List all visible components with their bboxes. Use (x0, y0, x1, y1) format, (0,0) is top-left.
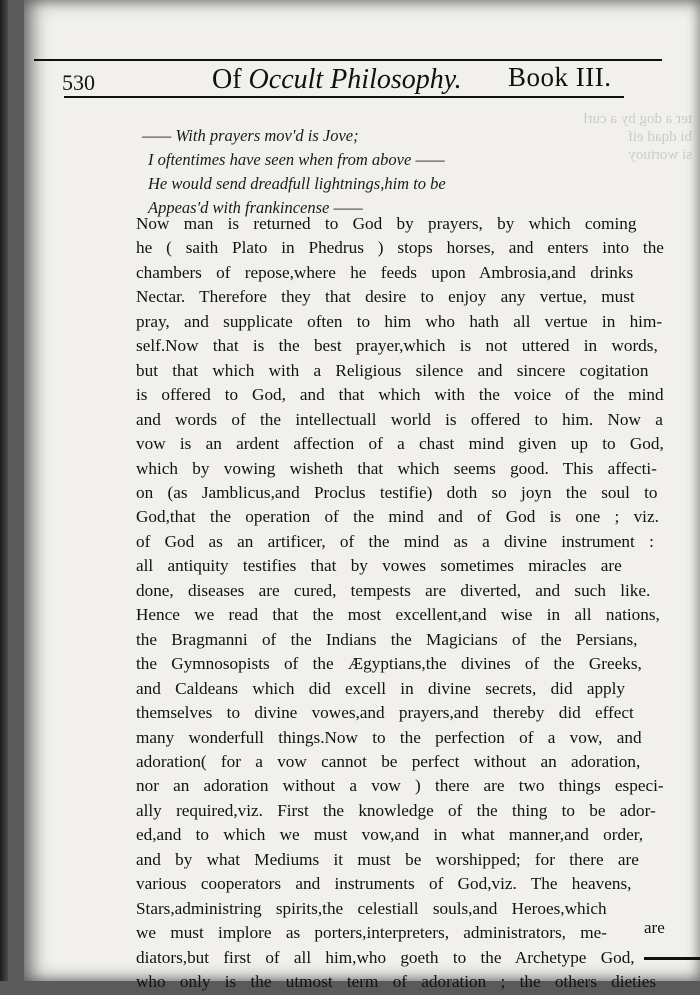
page-number: 530 (62, 70, 95, 95)
body-line: ed,and to which we must vow,and in what manner,and order, (136, 825, 644, 845)
running-title-main: Occult Philosophy. (248, 64, 462, 95)
body-line: various cooperators and instruments of God,viz. The heavens, (136, 874, 632, 894)
header-bottom-rule (64, 96, 624, 98)
bleed-line: ter a dog by a curl (583, 111, 692, 127)
body-line: we must implore as porters,interpreters, administrators, me- (136, 923, 607, 943)
body-line: Hence we read that the most excellent,and wise in all nations, (136, 605, 660, 625)
header-top-rule (34, 59, 662, 61)
body-line: and words of the intellectuall world is offered to him. Now a (136, 409, 663, 429)
page-gutter-shadow (0, 0, 8, 981)
body-line: self.Now that is the best prayer,which is not uttered in words, (136, 336, 658, 356)
bleed-line: bi dqad eif (627, 129, 692, 145)
bleed-through-text (572, 110, 692, 200)
body-line: Stars,administring spirits,the celestiall souls,and Heroes,which (136, 898, 607, 918)
body-line: the Bragmanni of the Indians the Magicians of the Persians, (136, 629, 638, 649)
body-line: on (as Jamblicus,and Proclus testifie) doth so joyn the soul to (136, 482, 658, 502)
verse-line: I oftentimes have seen when from above —— (148, 150, 445, 169)
body-line: pray, and supplicate often to him who hath all vertue in him- (136, 311, 663, 331)
catchword: are (644, 918, 665, 937)
verse-line: Appeas'd with frankincense —— (148, 198, 363, 217)
body-line: nor an adoration without a vow ) there are two things especi- (136, 776, 664, 796)
body-line: adoration( for a vow cannot be perfect without an adoration, (136, 751, 641, 771)
running-title-of: Of (212, 64, 242, 95)
body-line: God,that the operation of the mind and of God is one ; viz. (136, 507, 659, 527)
body-line: of God as an artificer, of the mind as a divine instrument : (136, 531, 654, 551)
body-line: Nectar. Therefore they that desire to enjoy any vertue, must (136, 287, 635, 307)
body-line: ally required,viz. First the knowledge of the thing to be ador- (136, 800, 656, 820)
body-line: vow is an ardent affection of a chast mind given up to God, (136, 434, 664, 454)
body-line: and by what Mediums it must be worshipped; for there are (136, 849, 639, 869)
bleed-line: si wortuoy (628, 147, 692, 163)
book-page (24, 0, 700, 992)
footer-rule (644, 957, 700, 960)
book-label: Book III. (508, 62, 612, 92)
body-line: many wonderfull things.Now to the perfection of a vow, and (136, 727, 642, 747)
body-line: but that which with a Religious silence and sincere cogitation (136, 360, 649, 380)
body-line: diators,but first of all him,who goeth to the Archetype God, (136, 947, 635, 967)
running-title (212, 64, 462, 96)
body-line: who only is the utmost term of adoration ; the others dieties (136, 972, 657, 992)
body-line: he ( saith Plato in Phedrus ) stops horses, and enters into the (136, 238, 664, 258)
body-text (136, 212, 671, 995)
verse-quote (142, 124, 562, 220)
body-line: Now man is returned to God by prayers, by which coming (136, 214, 637, 233)
body-line: all antiquity testifies that by vowes sometimes miracles are (136, 556, 622, 576)
body-line: chambers of repose,where he feeds upon Ambrosia,and drinks (136, 262, 634, 282)
verse-line: He would send dreadfull lightnings,him to be (148, 174, 446, 193)
body-line: the Gymnosopists of the Ægyptians,the divines of the Greeks, (136, 654, 642, 674)
body-line: done, diseases are cured, tempests are diverted, and such like. (136, 580, 651, 600)
body-line: and Caldeans which did excell in divine secrets, did apply (136, 678, 626, 698)
verse-line: —— With prayers mov'd is Jove; (142, 126, 359, 145)
body-line: is offered to God, and that which with the voice of the mind (136, 385, 664, 405)
body-line: themselves to divine vowes,and prayers,and thereby did effect (136, 703, 634, 723)
body-line: which by vowing wisheth that which seems good. This affecti- (136, 458, 657, 478)
